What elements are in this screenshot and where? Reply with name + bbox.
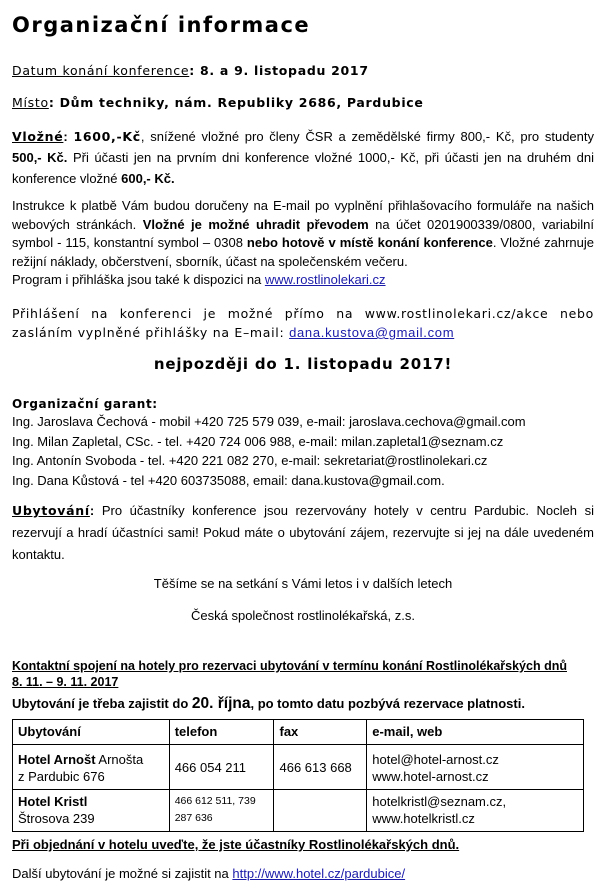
place-label: Místo <box>12 95 49 110</box>
date-value: : 8. a 9. listopadu 2017 <box>189 63 369 78</box>
more-accommodation: Další ubytování je možné si zajistit na http://www.hotel.cz/pardubice/ <box>12 866 406 881</box>
website-link[interactable]: www.rostlinolekari.cz <box>264 272 386 287</box>
place-value: : Dům techniky, nám. Republiky 2686, Pardubice <box>48 95 424 110</box>
column-header: fax <box>274 720 367 745</box>
fee-student: 500,- Kč. <box>12 150 68 165</box>
fee-second-day: 600,- Kč. <box>121 171 175 186</box>
transfer-bold: Vložné je možné uhradit převodem <box>142 216 369 232</box>
table-row <box>13 790 584 832</box>
table-header-row <box>13 720 584 745</box>
conference-place <box>12 94 424 112</box>
organizers-block <box>12 396 594 490</box>
society-name: Česká společnost rostlinolékařská, z.s. <box>191 608 415 623</box>
table-row <box>13 745 584 790</box>
program-text: Program i přihláška jsou také k dispozici na <box>12 272 265 287</box>
column-header: telefon <box>169 720 274 745</box>
booking-note: Při objednání v hotelu uveďte, že jste účastníky Rostlinolékařských dnů. <box>12 837 460 852</box>
booking-deadline: Ubytování je třeba zajistit do 20. října, po tomto datu pozbývá rezervace platnosti. <box>12 695 525 712</box>
column-header: e-mail, web <box>367 720 584 745</box>
registration-email-link[interactable]: dana.kustova@gmail.com <box>289 325 455 340</box>
fee-colon: : <box>63 129 74 144</box>
fee-text-1: , snížené vložné pro členy ČSR a zemědělské firmy 800,- Kč, pro studenty <box>140 129 594 144</box>
hotels-table <box>12 719 584 832</box>
accommodation-paragraph: Ubytování: Pro účastníky konference jsou rezervovány hotely v centru Pardubic. Nocleh si rezervují a hradí účastníci sami! Pokud máte o ubytování zájem, rezervujte si jej na dále uvedeném kontaktu. <box>12 503 594 562</box>
page-title: Organizační informace <box>12 13 311 37</box>
fax-cell: 466 613 668 <box>274 745 367 790</box>
organizers-heading: Organizační garant: <box>12 397 158 411</box>
booking-date: 20. října <box>191 695 251 712</box>
greeting: Těšíme se na setkání s Vámi letos i v dalších letech <box>153 576 453 591</box>
accommodation-label: Ubytování <box>12 503 90 518</box>
hotel-portal-link[interactable]: http://www.hotel.cz/pardubice/ <box>232 866 406 881</box>
hotel-name-cell: Hotel Kristl Štrosova 239 <box>13 790 170 832</box>
phone-cell: 466 054 211 <box>169 745 274 790</box>
conference-date <box>12 62 369 80</box>
organizer-row: Ing. Antonín Svoboda - tel. +420 221 082 270, e-mail: sekretariat@rostlinolekari.cz <box>12 453 488 468</box>
date-label: Datum konání konference <box>12 63 190 78</box>
fax-cell <box>274 790 367 832</box>
organizer-row: Ing. Jaroslava Čechová - mobil +420 725 579 039, e-mail: jaroslava.cechova@gmail.com <box>12 414 526 429</box>
column-header: Ubytování <box>13 720 170 745</box>
fee-paragraph <box>12 126 594 189</box>
document-page <box>12 10 594 881</box>
cash-bold: nebo hotově v místě konání konference <box>246 235 493 250</box>
organizer-row: Ing. Dana Kůstová - tel +420 603735088, email: dana.kustova@gmail.com. <box>12 472 445 488</box>
fee-label: Vložné <box>12 129 64 144</box>
payment-instructions: Instrukce k platbě Vám budou doručeny na E-mail po vyplnění přihlašovacího formuláře na našich webových stránkách. Vložné je možné uhradit převodem na účet 0201900339/0800, variabilní symbol - 115, konstantní symbol – 0308 nebo hotově v místě konání konference. Vložné zahrnuje režijní náklady, občerstvení, sborník, účast na společenském večeru. Program i přihláška jsou také k dispozici na www.rostlinolekari.cz <box>12 198 594 287</box>
organizer-row: Ing. Milan Zapletal, CSc. - tel. +420 724 006 988, e-mail: milan.zapletal1@seznam.cz <box>12 433 504 449</box>
hotel-name-cell: Hotel Arnošt Arnošta z Pardubic 676 <box>13 745 170 790</box>
phone-cell: 466 612 511, 739 287 636 <box>169 790 274 832</box>
fee-text-2: Při účasti jen na prvním dni konference vložné 1000,- Kč, při účasti jen na druhém dni konference vložné <box>12 150 594 186</box>
email-web-cell: hotel@hotel-arnost.cz www.hotel-arnost.cz <box>367 745 584 790</box>
fee-amount: 1600,-Kč <box>73 129 141 144</box>
hotel-contact-heading: Kontaktní spojení na hotely pro rezervaci ubytování v termínu konání Rostlinolékařských dnů 8. 11. – 9. 11. 2017 <box>12 659 567 689</box>
email-web-cell: hotelkristl@seznam.cz, www.hotelkristl.cz <box>367 790 584 832</box>
registration-paragraph: Přihlášení na konferenci je možné přímo na www.rostlinolekari.cz/akce nebo zasláním vyplněné přihlášky na E–mail: dana.kustova@gmail.com <box>12 306 594 340</box>
registration-deadline: nejpozději do 1. listopadu 2017! <box>153 355 453 373</box>
